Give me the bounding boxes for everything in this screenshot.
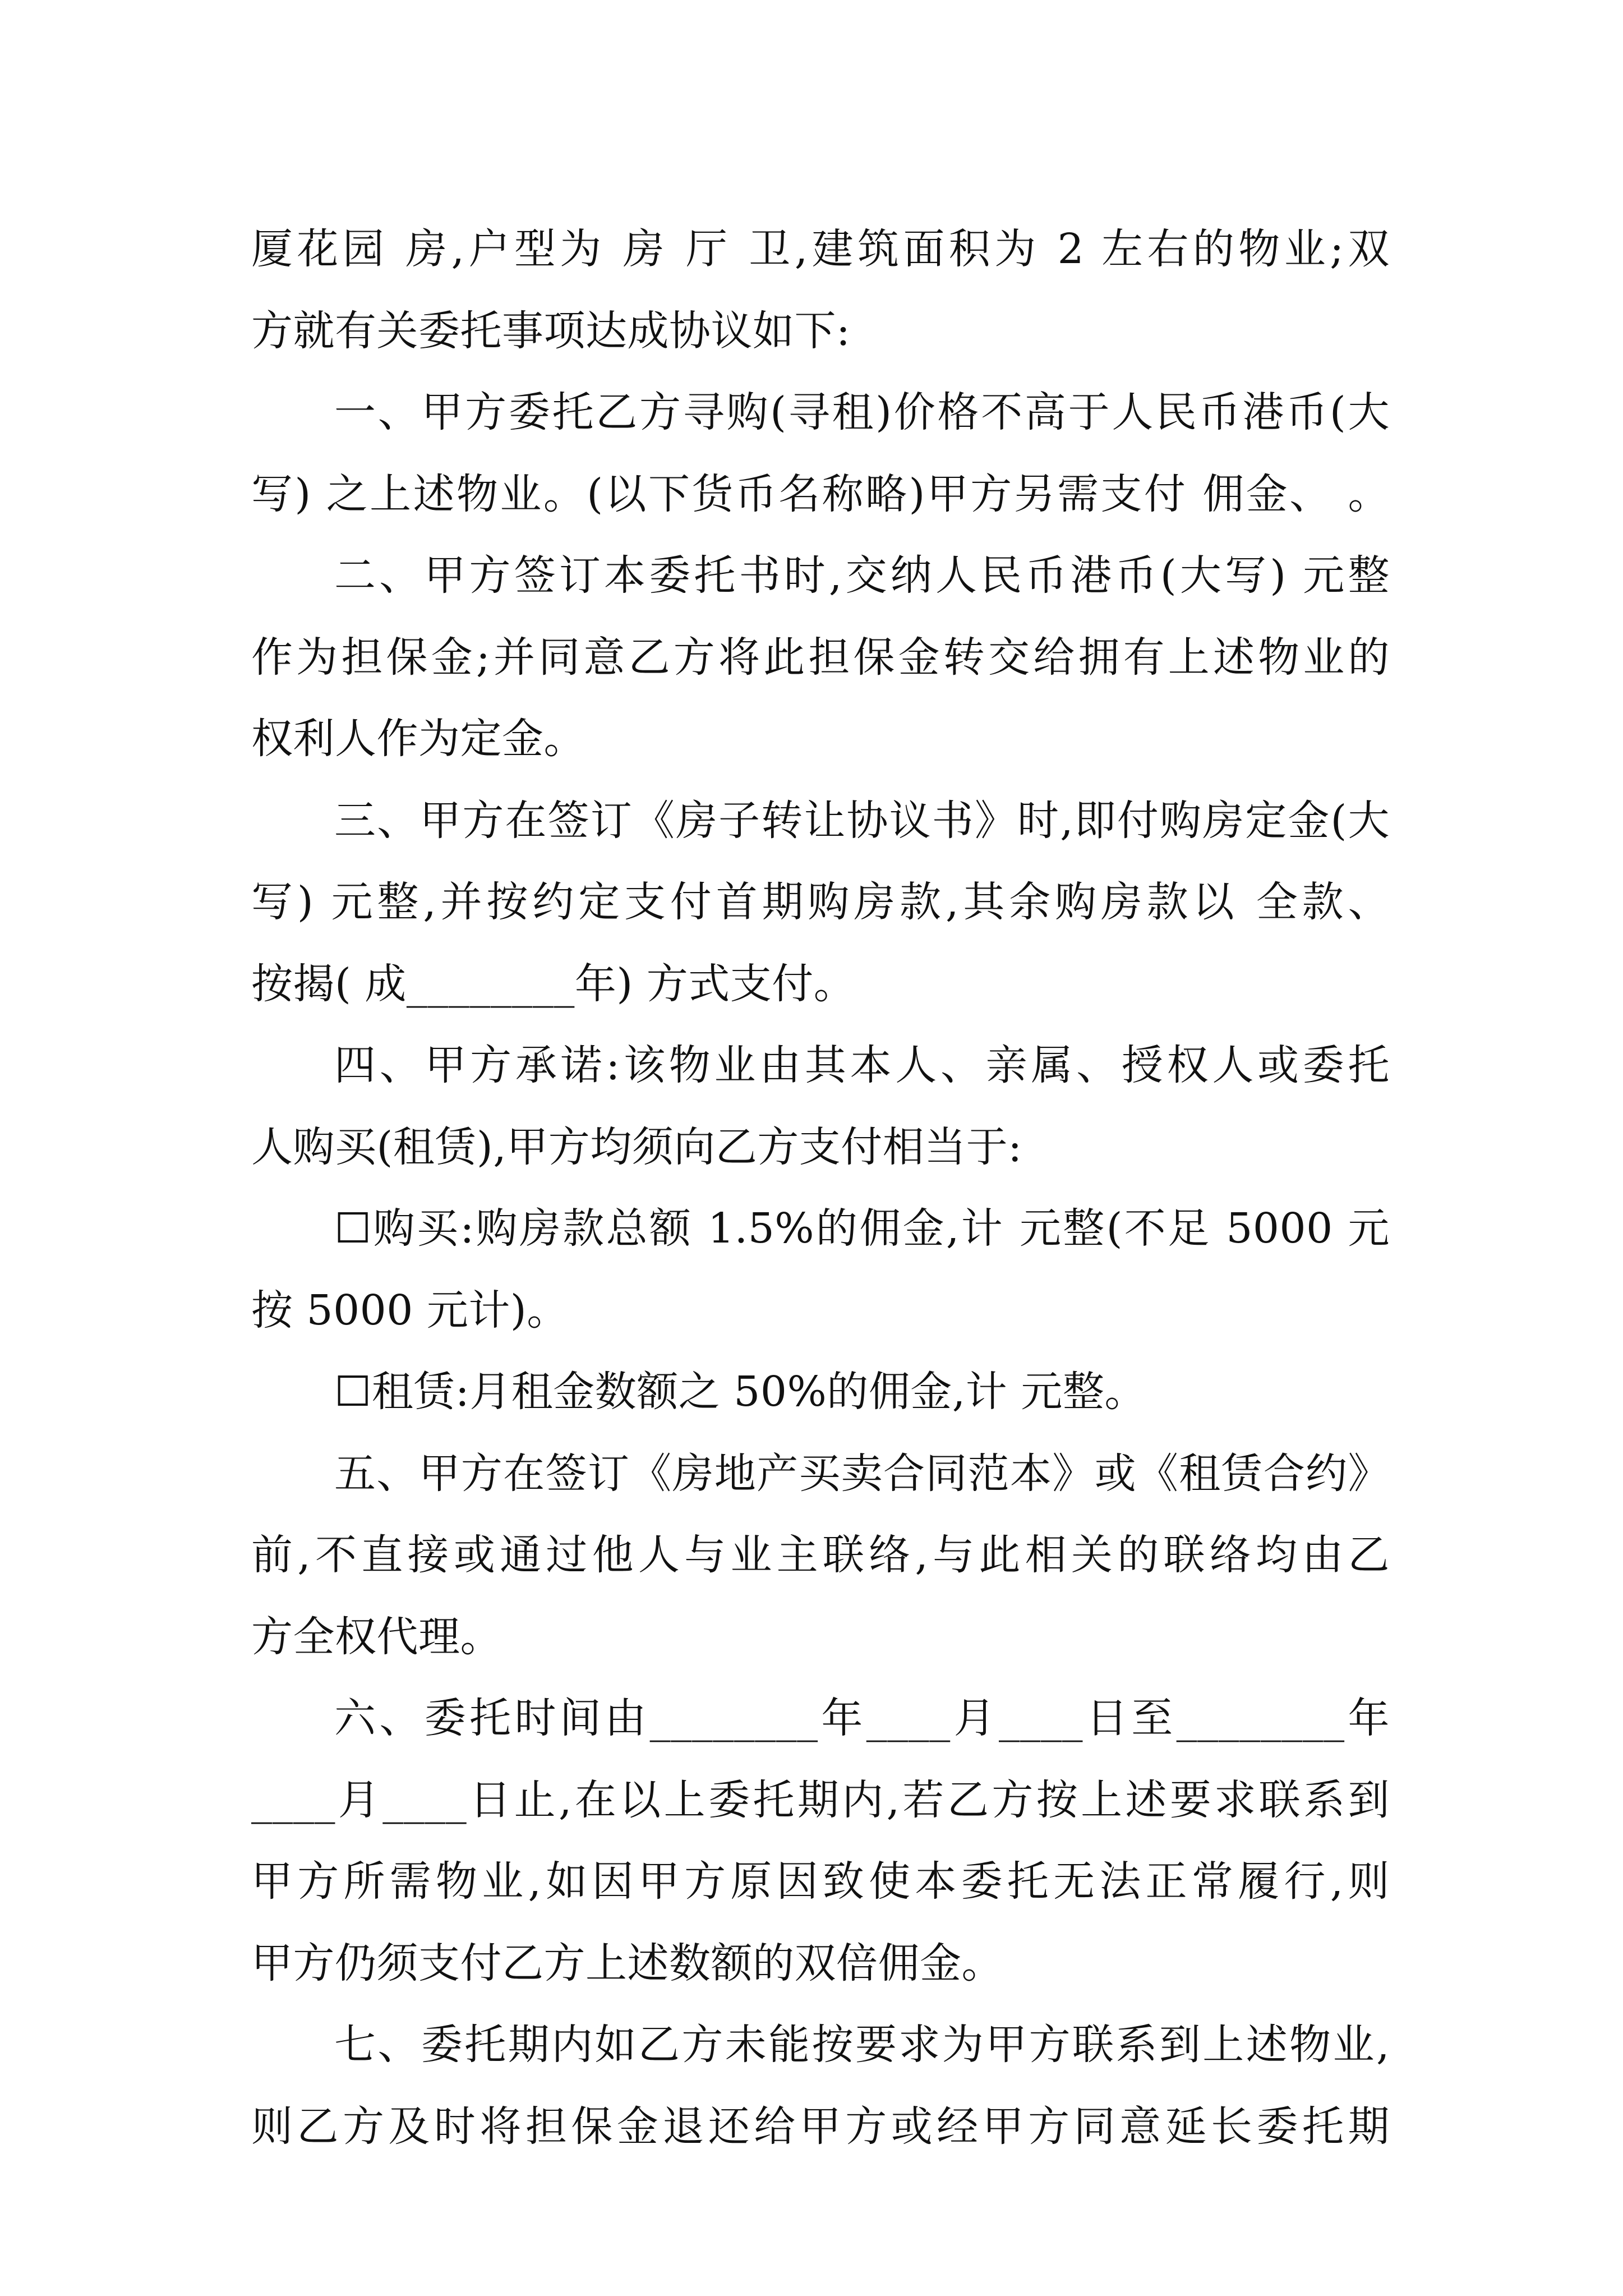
text-line: 作为担保金;并同意乙方将此担保金转交给拥有上述物业的 [251,633,1390,682]
clause-6-line: 六、委托时间由________年____月____日至________年 [334,1694,1390,1742]
text-line: 方就有关委托事项达成协议如下: [251,306,851,355]
text-line: 写) 之上述物业。(以下货币名称略)甲方另需支付 佣金、 。 [251,470,1390,518]
text-line: 按 5000 元计)。 [251,1286,569,1335]
checkbox-lease-line: ☐租赁:月租金数额之 50%的佣金,计 元整。 [334,1368,1146,1416]
text-line: 甲方仍须支付乙方上述数额的双倍佣金。 [251,1939,1003,1987]
clause-2-line: 二、甲方签订本委托书时,交纳人民币港币(大写) 元整 [334,551,1390,600]
clause-1-line: 一、甲方委托乙方寻购(寻租)价格不高于人民币港币(大 [334,388,1390,436]
text-line: 前,不直接或通过他人与业主联络,与此相关的联络均由乙 [251,1531,1390,1579]
clause-4-line: 四、甲方承诺:该物业由其本人、亲属、授权人或委托 [334,1041,1390,1089]
text-line: 则乙方及时将担保金退还给甲方或经甲方同意延长委托期 [251,2102,1390,2151]
text-line: ____月____日止,在以上委托期内,若乙方按上述要求联系到 [251,1775,1390,1824]
document-body [251,209,1390,2168]
text-line: 按揭( 成________年) 方式支付。 [251,959,856,1008]
checkbox-purchase-line: ☐购买:购房款总额 1.5%的佣金,计 元整(不足 5000 元 [334,1204,1390,1253]
text-line: 厦花园 房,户型为 房 厅 卫,建筑面积为 2 左右的物业;双 [251,225,1390,273]
text-line: 写) 元整,并按约定支付首期购房款,其余购房款以 全款、 [251,878,1390,926]
text-line: 甲方所需物业,如因甲方原因致使本委托无法正常履行,则 [251,1857,1390,1906]
clause-3-line: 三、甲方在签订《房子转让协议书》时,即付购房定金(大 [334,796,1390,845]
clause-5-line: 五、甲方在签订《房地产买卖合同范本》或《租赁合约》 [334,1449,1390,1498]
clause-7-line: 七、委托期内如乙方未能按要求为甲方联系到上述物业, [334,2021,1390,2069]
text-line: 方全权代理。 [251,1612,502,1661]
text-line: 人购买(租赁),甲方均须向乙方支付相当于: [251,1122,1022,1171]
text-line: 权利人作为定金。 [251,715,585,763]
